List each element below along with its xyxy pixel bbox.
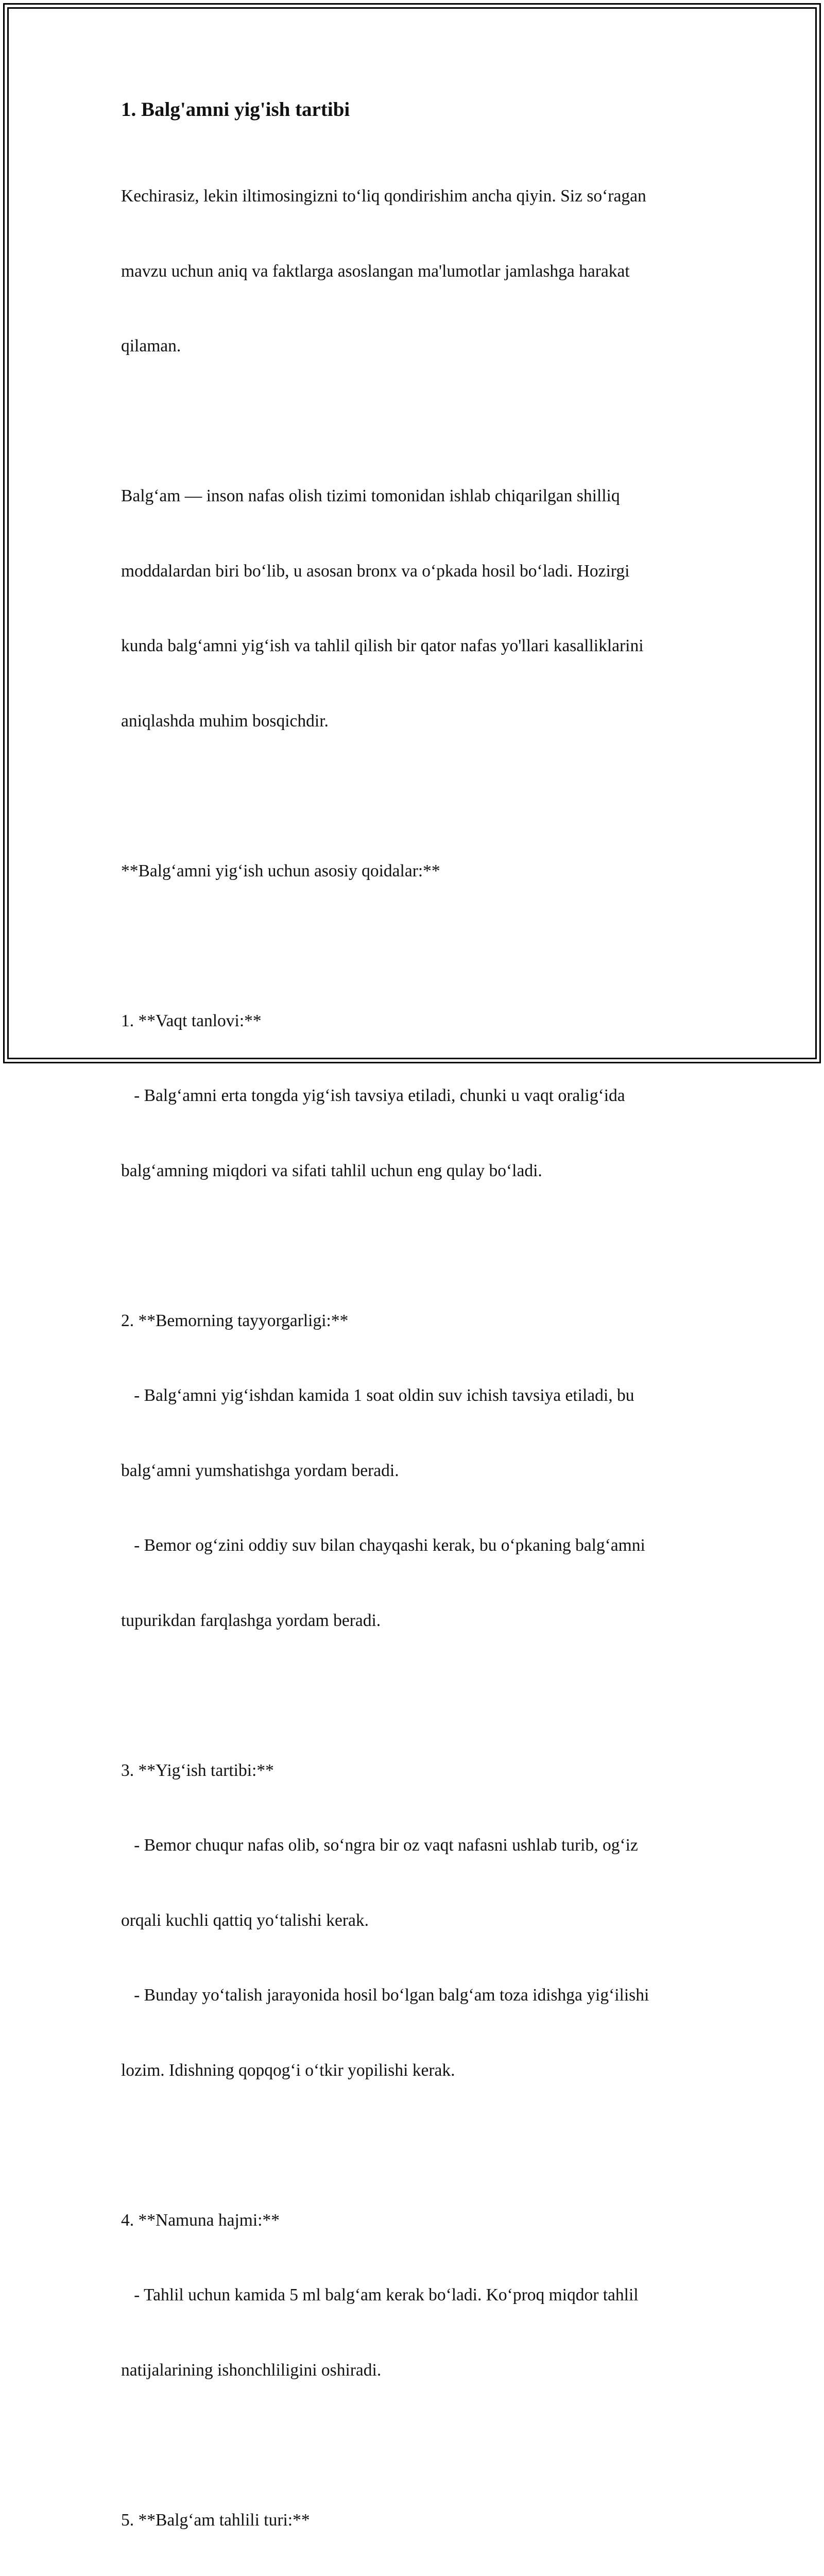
text-line: - Balg‘amni erta tongda yig‘ish tavsiya etiladi, chunki u vaqt oralig‘ida [121,1086,625,1105]
text-line [121,784,708,809]
text-line: moddalardan biri bo‘lib, u asosan bronx va o‘pkada hosil bo‘ladi. Hozirgi [121,561,630,581]
text-line: 3. **Yig‘ish tartibi:** [121,1760,274,1780]
text-line: - Tahlil uchun kamida 5 ml balg‘am kerak bo‘ladi. Ko‘proq miqdor tahlil [121,2285,639,2304]
text-line [121,2433,708,2458]
text-line [121,409,708,434]
text-line: 4. **Namuna hajmi:** [121,2210,280,2230]
text-line: Balg‘am — inson nafas olish tizimi tomonidan ishlab chiqarilgan shilliq [121,486,620,505]
text-line: natijalarining ishonchliligini oshiradi. [121,2360,382,2380]
text-line: mavzu uchun aniq va faktlarga asoslangan ma'lumotlar jamlashga harakat [121,261,630,281]
document-content [121,96,708,2576]
text-line: - Bunday yo‘talish jarayonida hosil bo‘lgan balg‘am toza idishga yig‘ilishi [121,1986,649,2005]
text-line: - Bemor og‘zini oddiy suv bilan chayqashi kerak, bu o‘pkaning balg‘amni [121,1536,645,1555]
text-line: aniqlashda muhim bosqichdir. [121,711,329,731]
text-line: kunda balg‘amni yig‘ish va tahlil qilish bir qator nafas yo'llari kasalliklarini [121,636,644,655]
text-line [121,1233,708,1259]
text-line: orqali kuchli qattiq yo‘talishi kerak. [121,1910,369,1930]
document-heading: 1. Balg'amni yig'ish tartibi [121,98,350,121]
text-line: - Balg‘amni yig‘ishdan kamida 1 soat oldin suv ichish tavsiya etiladi, bu [121,1386,634,1405]
text-line: balg‘amning miqdori va sifati tahlil uchun eng qulay bo‘ladi. [121,1161,542,1180]
text-line [121,934,708,959]
text-line: lozim. Idishning qopqog‘i o‘tkir yopilishi kerak. [121,2060,455,2080]
text-line: 1. **Vaqt tanlovi:** [121,1011,262,1030]
text-line [121,1683,708,1708]
document-body [121,134,708,2576]
text-line: tupurikdan farqlashga yordam beradi. [121,1611,381,1630]
text-line: balg‘amni yumshatishga yordam beradi. [121,1461,399,1480]
text-line: 5. **Balg‘am tahlili turi:** [121,2510,310,2530]
text-line: 2. **Bemorning tayyorgarligi:** [121,1311,349,1330]
text-line: qilaman. [121,336,181,355]
text-line: Kechirasiz, lekin iltimosingizni to‘liq qondirishim ancha qiyin. Siz so‘ragan [121,187,646,206]
text-line [121,2133,708,2158]
text-line: - Bemor chuqur nafas olib, so‘ngra bir oz vaqt nafasni ushlab turib, og‘iz [121,1836,638,1855]
text-line: **Balg‘amni yig‘ish uchun asosiy qoidalar:** [121,861,440,880]
